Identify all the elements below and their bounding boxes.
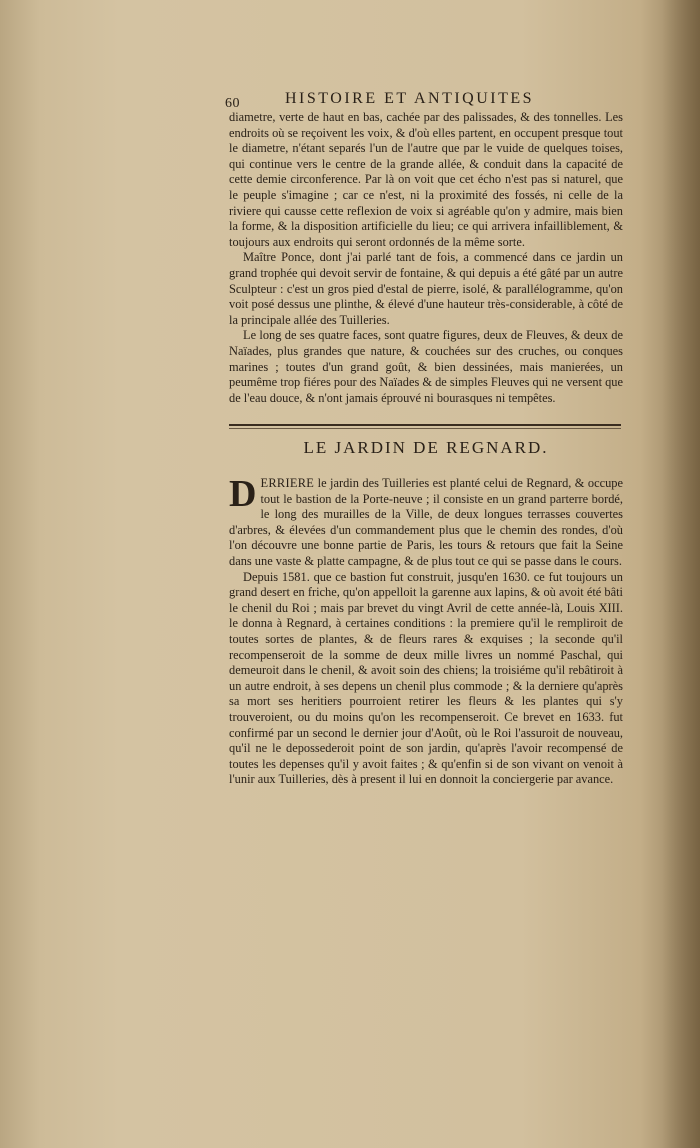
paragraph	[229, 473, 623, 570]
section-divider	[229, 424, 621, 426]
paragraph: diametre, verte de haut en bas, cachée par des palissades, & des tonnelles. Les endroits où se reçoivent les voix, & d'où elles partent, en occupent presque tout le diametre, n'étant separés l'un de l'autre que par le vuide de quelques toises, qui continue vers le centre de la grande allée, & conduit dans la capacité de cette demie circonference. Par là on voit que cet écho n'est pas si naturel, que le peuple s'imagine ; car ce n'est, ni la proximité des fossés, ni celle de la riviere qui causse cette reflexion de voix si agréable qu'on y admire, mais bien la forme, & la disposition artificielle du lieu; ce qui arrivera infailliblement, & toujours aux endroits qui seront ordonnés de la même sorte.	[229, 110, 623, 249]
paragraph: Maître Ponce, dont j'ai parlé tant de fois, a commencé dans ce jardin un grand trophée qui devoit servir de fontaine, & qui depuis a été gâté par un autre Sculpteur : c'est un gros pied d'estal de pierre, isolé, & parallélogramme, qu'on voit posé dessus une plinthe, & élevé d'une hauteur très-considerable, à côté de la principale allée des Tuilleries.	[229, 250, 623, 327]
running-title: HISTOIRE ET ANTIQUITES	[285, 90, 535, 107]
first-word: ERRIERE	[260, 476, 315, 490]
page-number: 60	[225, 96, 240, 111]
paragraph-text: le jardin des Tuilleries est planté celui de Regnard, & occupe tout le bastion de la Porte-neuve ; il consiste en un grand parterre bordé, le long des murailles de la Ville, de deux longues terrasses couvertes d'arbres, & élevées d'un commandement plus que le chemin des rondes, d'où l'on découvre une bonne partie de Paris, les tours & retours que fait la Seine dans une vaste & platte campagne, & de plus tout ce qui se passe dans le cours.	[229, 476, 623, 568]
section2-text	[229, 473, 623, 788]
section-title: LE JARDIN DE REGNARD.	[303, 438, 549, 457]
drop-cap: D	[229, 473, 257, 515]
paragraph: Depuis 1581. que ce bastion fut construit, jusqu'en 1630. ce fut toujours un grand desert en friche, qu'on appelloit la garenne aux lapins, & où avoit été bâti le chenil du Roi ; mais par brevet du vingt Avril de cette année-là, Louis XIII. le donna à Regnard, à certaines conditions : la premiere qu'il le rempliroit de toutes sortes de plantes, & de fleurs rares & exquises ; la seconde qu'il recompenseroit de la somme de deux mille livres un nommé Paschal, qui demeuroit dans le chenil, & avoit soin des chiens; la troisiéme qu'il rebâtiroit à un autre endroit, à ses depens un chenil plus commode ; & la derniere qu'après sa mort ses heritiers pourroient retirer les fleurs & les plantes qui s'y trouveroient, ou du moins qu'on les recompenseroit. Ce brevet en 1633. fut confirmé par un second le dernier jour d'Août, où le Roi l'assuroit de nouveau, qu'il ne le depossederoit point de son jardin, qu'après l'avoir recompensé de toutes les depenses qu'il y avoit faites ; & qu'enfin si de son vivant on venoit à l'unir aux Tuilleries, dès à present il lui en donnoit la conciergerie par avance.	[229, 569, 623, 787]
paragraph: Le long de ses quatre faces, sont quatre figures, deux de Fleuves, & deux de Naïades, plus grandes que nature, & couchées sur des cruches, ou conques marines ; toutes d'un grand goût, & bien dessinées, mais manierées, un peumême trop fiéres pour des Naïades & de simples Fleuves qui ne versent que de l'eau douce, & n'ont jamais éprouvé ni bourasques ni tempêtes.	[229, 328, 623, 405]
section1-text	[229, 110, 623, 406]
